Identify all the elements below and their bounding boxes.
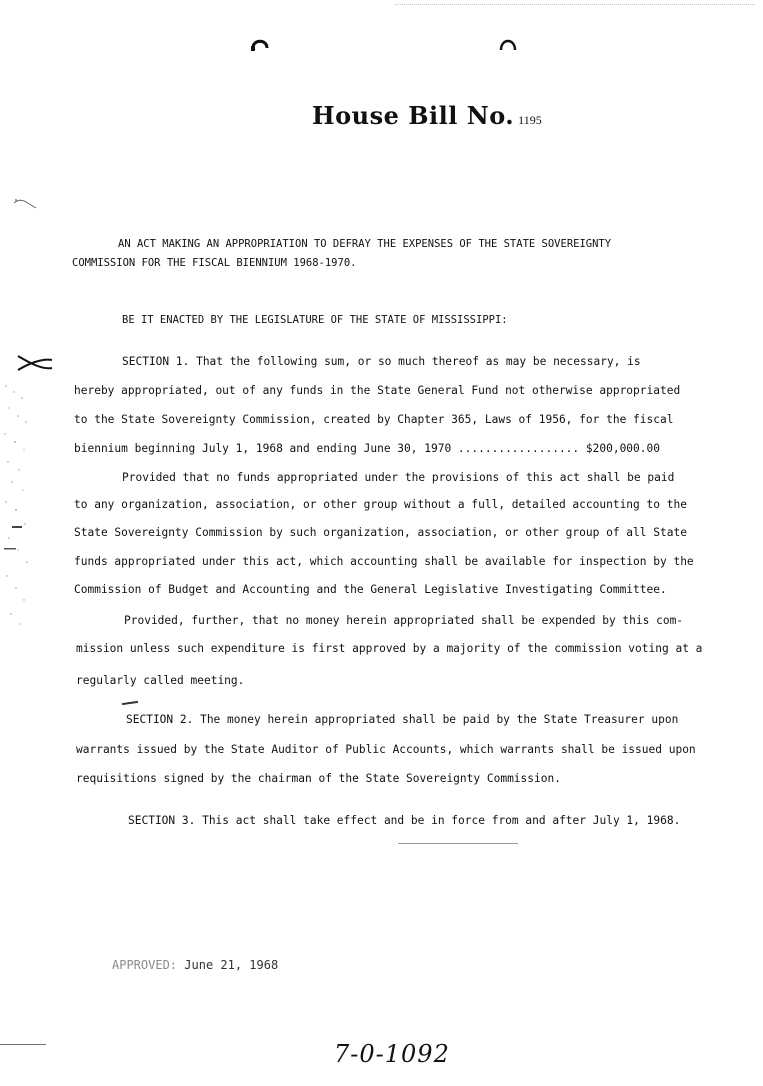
section-1-line: SECTION 1. That the following sum, or so much thereof as may be necessary, is — [122, 355, 641, 368]
section-1-line: to the State Sovereignty Commission, created by Chapter 365, Laws of 1956, for the fiscal — [74, 413, 674, 426]
approval-label: APPROVED: — [112, 958, 178, 972]
margin-speckle-icon — [0, 378, 34, 628]
enacting-clause: BE IT ENACTED BY THE LEGISLATURE OF THE STATE OF MISSISSIPPI: — [122, 314, 508, 326]
section-2-line: warrants issued by the State Auditor of Public Accounts, which warrants shall be issued upon — [76, 743, 696, 756]
act-title-line: AN ACT MAKING AN APPROPRIATION TO DEFRAY THE EXPENSES OF THE STATE SOVEREIGNTY — [118, 238, 612, 250]
section-1-line: biennium beginning July 1, 1968 and ending June 30, 1970 .................. $200,000.00 — [74, 442, 660, 455]
act-title-line: COMMISSION FOR THE FISCAL BIENNIUM 1968-1970. — [72, 257, 357, 269]
bill-title — [312, 101, 542, 130]
section-3-line: SECTION 3. This act shall take effect and be in force from and after July 1, 1968. — [128, 814, 681, 827]
proviso-1-line: Provided that no funds appropriated under the provisions of this act shall be paid — [122, 471, 675, 484]
proviso-1-line: funds appropriated under this act, which accounting shall be available for inspection by the — [74, 555, 694, 568]
approval-date: June 21, 1968 — [184, 958, 279, 972]
stray-mark-icon — [12, 196, 40, 210]
proviso-2-line: Provided, further, that no money herein appropriated shall be expended by this com- — [124, 614, 684, 627]
punch-hole-icon — [250, 34, 270, 56]
stray-mark — [122, 701, 138, 705]
handwritten-file-number: 7-0-1092 — [334, 1040, 450, 1068]
approval-stamp — [112, 958, 278, 972]
proviso-1-line: Commission of Budget and Accounting and the General Legislative Investigating Committee. — [74, 583, 667, 596]
section-2-line: SECTION 2. The money herein appropriated shall be paid by the State Treasurer upon — [126, 713, 679, 726]
proviso-1-line: State Sovereignty Commission by such organization, association, or other group of all State — [74, 526, 687, 539]
top-dotted-rule — [395, 4, 755, 5]
proviso-2-line: mission unless such expenditure is first approved by a majority of the commission voting at a — [76, 642, 703, 655]
section-1-line: hereby appropriated, out of any funds in the State General Fund not otherwise appropriated — [74, 384, 681, 397]
bill-number: 1195 — [518, 113, 542, 127]
punch-hole-icon — [498, 34, 518, 56]
section-2-line: requisitions signed by the chairman of the State Sovereignty Commission. — [76, 772, 561, 785]
proviso-1-line: to any organization, association, or other group without a full, detailed accounting to the — [74, 498, 687, 511]
margin-rule — [0, 1044, 46, 1045]
faint-rule — [398, 843, 518, 844]
margin-scribble-icon — [16, 352, 54, 374]
proviso-2-line: regularly called meeting. — [76, 674, 245, 687]
bill-title-text: House Bill No. — [312, 101, 515, 130]
